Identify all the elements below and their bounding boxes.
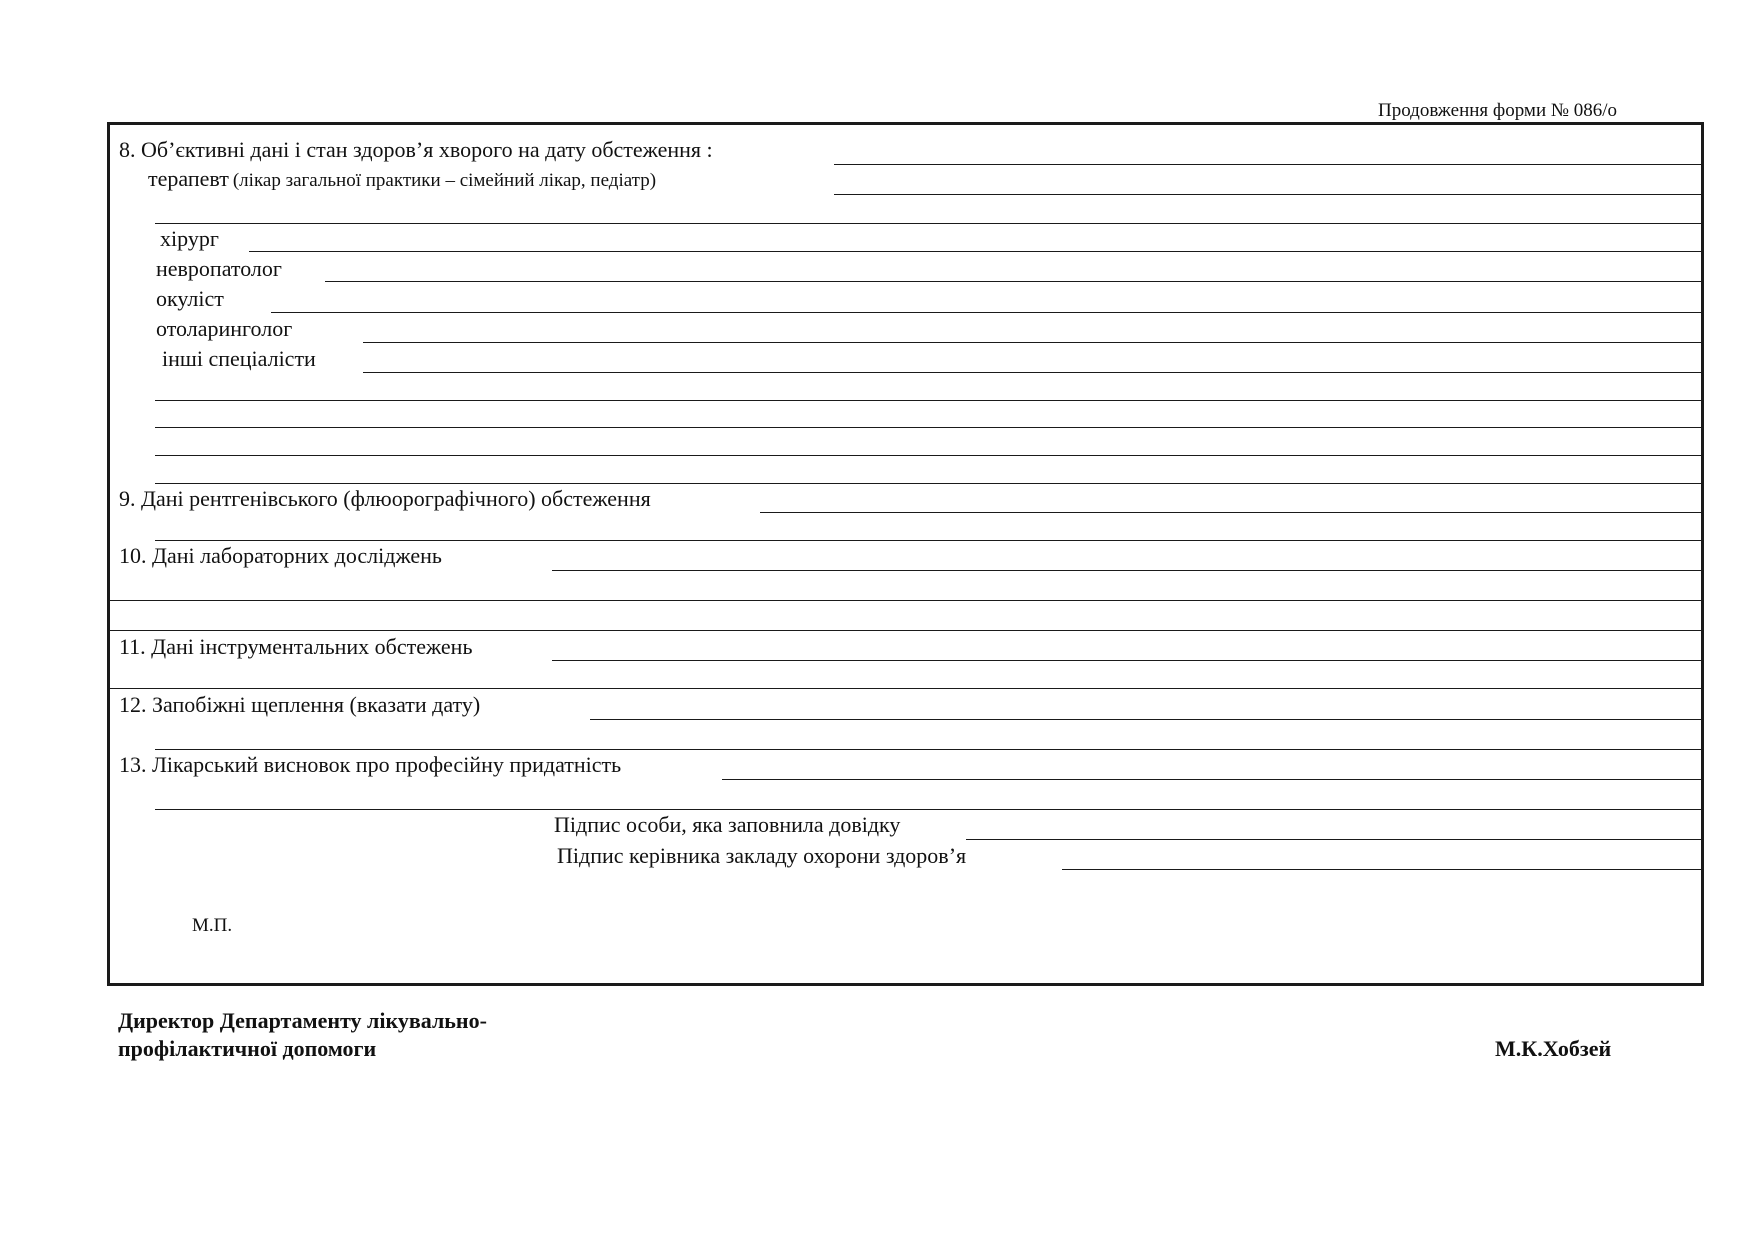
head-signature-label: Підпис керівника закладу охорони здоров’я [557,843,967,868]
section-8-extra-line-1[interactable] [155,400,1702,401]
section-13-answer-line[interactable] [722,779,1702,780]
section-12-title: 12. Запобіжні щеплення (вказати дату) [119,692,481,717]
director-name: М.К.Хобзей [1495,1036,1612,1061]
section-8-answer-line[interactable] [834,164,1702,165]
section-13-title: 13. Лікарський висновок про професійну придатність [119,752,622,777]
section-9-answer-line[interactable] [760,512,1702,513]
form-continuation-label: Продовження форми № 086/о [1378,100,1618,121]
other-specialists-label: інші спеціалісти [162,346,316,371]
section-8-extra-line-3[interactable] [155,455,1702,456]
director-title-line-2: профілактичної допомоги [118,1036,377,1061]
section-8-extra-line-4[interactable] [155,483,1702,484]
section-9-title: 9. Дані рентгенівського (флюорографічного) обстеження [119,486,651,511]
section-10-divider-line [107,600,1704,601]
neuropathologist-label: невропатолог [156,256,282,281]
therapist-row [148,166,656,192]
section-11-divider-line [107,688,1704,689]
therapist-note: (лікар загальної практики – сімейний лікар, педіатр) [232,170,657,191]
section-8-title: 8. Об’єктивні дані і стан здоров’я хворого на дату обстеження : [119,137,713,162]
surgeon-label: хірург [160,226,219,251]
section-10-divider-line-2 [107,630,1704,631]
section-8-extra-line-2[interactable] [155,427,1702,428]
stamp-place-label: М.П. [192,915,233,936]
oculist-answer-line[interactable] [271,312,1702,313]
section-11-answer-line[interactable] [552,660,1702,661]
surgeon-answer-line[interactable] [249,251,1702,252]
section-10-title: 10. Дані лабораторних досліджень [119,543,442,568]
therapist-answer-line[interactable] [834,194,1702,195]
director-title-line-1: Директор Департаменту лікувально- [118,1008,487,1033]
head-signature-line[interactable] [1062,869,1702,870]
filler-signature-line[interactable] [966,839,1702,840]
section-12-answer-line[interactable] [590,719,1702,720]
therapist-continuation-line[interactable] [155,223,1702,224]
therapist-label: терапевт [148,166,229,191]
filler-signature-label: Підпис особи, яка заповнила довідку [554,812,901,837]
neuropathologist-answer-line[interactable] [325,281,1702,282]
oculist-label: окуліст [156,286,224,311]
section-13-continuation-line[interactable] [155,809,1702,810]
otolaryngologist-answer-line[interactable] [363,342,1702,343]
other-specialists-answer-line[interactable] [363,372,1702,373]
section-9-continuation-line[interactable] [155,540,1702,541]
section-11-title: 11. Дані інструментальних обстежень [119,634,473,659]
otolaryngologist-label: отоларинголог [156,316,293,341]
section-12-continuation-line[interactable] [155,749,1702,750]
section-10-answer-line[interactable] [552,570,1702,571]
